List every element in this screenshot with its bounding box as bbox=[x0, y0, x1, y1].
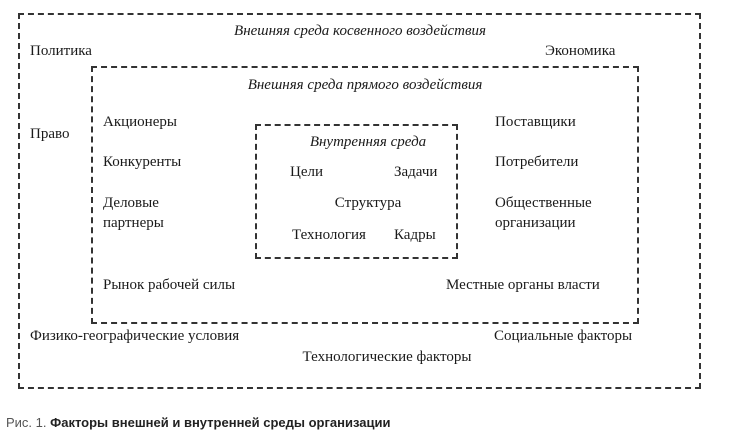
figure-caption bbox=[6, 415, 391, 431]
factor-public-organizations-line1: Общественные bbox=[495, 195, 592, 211]
factor-politics: Политика bbox=[30, 43, 92, 59]
factor-staff: Кадры bbox=[394, 227, 436, 243]
internal-environment-title: Внутренняя среда bbox=[309, 134, 427, 150]
factor-business-partners-line2: партнеры bbox=[103, 215, 164, 231]
factor-local-authorities: Местные органы власти bbox=[446, 277, 600, 293]
direct-environment-title: Внешняя среда прямого воздействия bbox=[247, 77, 483, 93]
indirect-environment-title: Внешняя среда косвенного воздействия bbox=[234, 23, 486, 39]
factor-technological: Технологические факторы bbox=[302, 349, 472, 365]
factor-labor-market: Рынок рабочей силы bbox=[103, 277, 236, 293]
figure-caption-text: Факторы внешней и внутренней среды организации bbox=[50, 415, 391, 430]
factor-goals: Цели bbox=[290, 164, 324, 180]
factor-competitors: Конкуренты bbox=[103, 154, 182, 170]
factor-economy: Экономика bbox=[545, 43, 616, 59]
factor-physical-geographic: Физико-географические условия bbox=[30, 328, 240, 344]
figure-caption-prefix: Рис. 1. bbox=[6, 415, 47, 430]
factor-consumers: Потребители bbox=[495, 154, 579, 170]
factor-law: Право bbox=[30, 126, 70, 142]
factor-suppliers: Поставщики bbox=[495, 114, 576, 130]
factor-public-organizations-line2: организации bbox=[495, 215, 576, 231]
factor-shareholders: Акционеры bbox=[103, 114, 177, 130]
factor-technology: Технология bbox=[292, 227, 366, 243]
factor-social: Социальные факторы bbox=[494, 328, 633, 344]
factor-tasks: Задачи bbox=[394, 164, 438, 180]
factor-structure: Структура bbox=[334, 195, 402, 211]
factor-business-partners-line1: Деловые bbox=[103, 195, 159, 211]
